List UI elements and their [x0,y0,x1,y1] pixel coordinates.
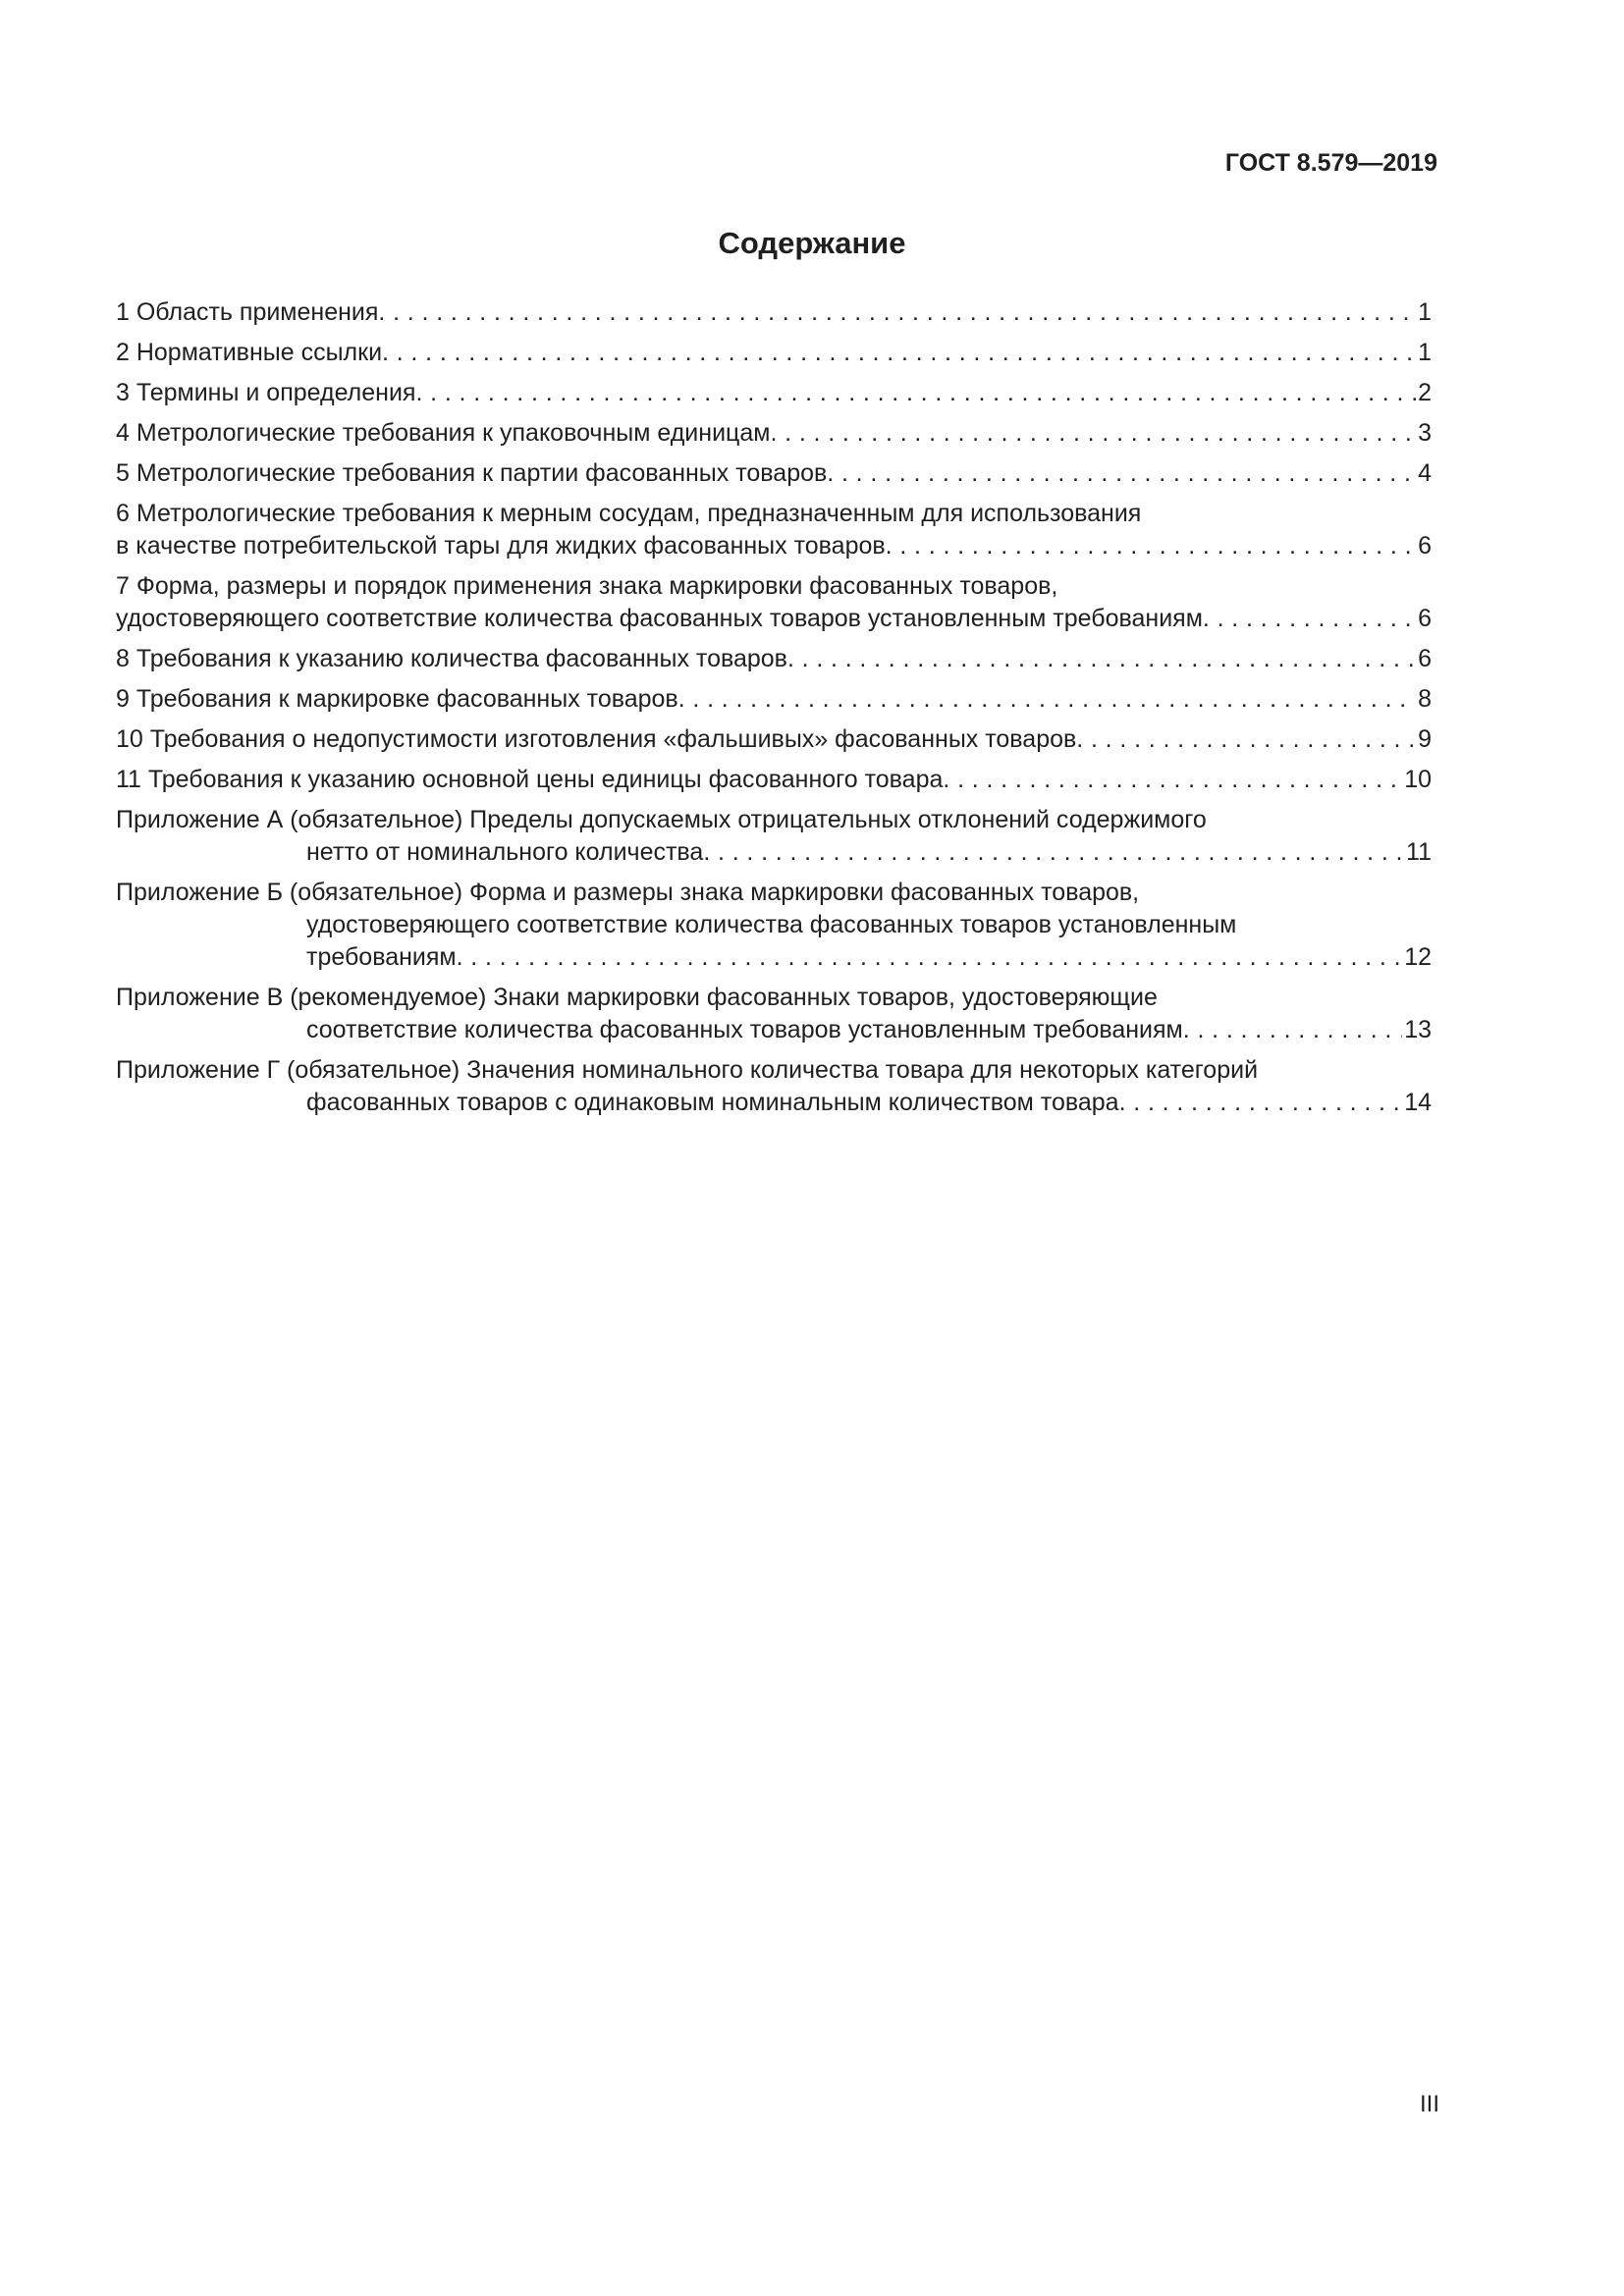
toc-entry-text: 1 Область применения [116,298,379,326]
toc-entry[interactable] [116,296,1432,329]
dot-leader [382,337,1416,369]
toc-entry-page: 11 [1406,838,1432,866]
toc-entry-text: удостоверяющего соответствие количества фасованных товаров установленным требованиям [116,605,1203,632]
toc-entry[interactable] [116,643,1432,675]
toc-entry[interactable] [116,723,1432,756]
toc-entry-page: 6 [1418,532,1432,560]
toc-entry-page: 9 [1418,725,1432,753]
toc-entry-page: 1 [1418,298,1432,326]
toc-entry-text: требованиям [306,943,457,971]
toc-entry-page: 1 [1418,339,1432,366]
toc-title: Содержание [718,226,906,260]
dot-leader [378,296,1416,329]
toc-entry[interactable] [116,570,1432,635]
toc-entry-page: 13 [1404,1016,1432,1043]
toc-entry-page: 3 [1418,419,1432,447]
page-number: III [1419,2091,1439,2117]
dot-leader [457,941,1403,974]
toc-entry-page: 6 [1418,645,1432,672]
toc-entry[interactable] [116,982,1432,1046]
dot-leader [678,683,1416,716]
toc-entry-page: 6 [1418,605,1432,632]
toc-entry-text: 10 Требования о недопустимости изготовления «фальшивых» фасованных товаров [116,725,1077,753]
toc-entry-text: Приложение Г (обязательное) Значения номинального количества товара для некоторых категорий [116,1056,1259,1084]
toc-entry-text: 7 Форма, размеры и порядок применения знака маркировки фасованных товаров, [116,572,1058,600]
toc-entry-page: 2 [1418,379,1432,406]
dot-leader [415,377,1416,409]
toc-entry[interactable] [116,764,1432,796]
toc-entry-text: 2 Нормативные ссылки [116,339,383,366]
toc-entry-page: 14 [1404,1089,1432,1116]
toc-entry[interactable] [116,337,1432,369]
toc-entry[interactable] [116,877,1432,974]
dot-leader [827,457,1416,490]
table-of-contents [116,296,1432,1127]
toc-entry[interactable] [116,417,1432,450]
dot-leader [1183,1014,1402,1046]
toc-entry-page: 4 [1418,459,1432,487]
toc-entry-text: 8 Требования к указанию количества фасованных товаров [116,645,787,672]
dot-leader [770,417,1416,450]
toc-entry-text: в качестве потребительской тары для жидких фасованных товаров [116,532,886,560]
document-code: ГОСТ 8.579—2019 [1224,149,1437,177]
toc-entry-text: 9 Требования к маркировке фасованных товаров [116,685,678,713]
toc-entry-page: 12 [1404,943,1432,971]
dot-leader [1119,1087,1403,1119]
toc-entry-text: удостоверяющего соответствие количества фасованных товаров установленным [306,911,1237,938]
toc-entry-text: фасованных товаров с одинаковым номинальным количеством товара [306,1089,1119,1116]
toc-entry-text: 6 Метрологические требования к мерным сосудам, предназначенным для использования [116,500,1142,527]
toc-entry-page: 8 [1418,685,1432,713]
toc-entry-text: 11 Требования к указанию основной цены единицы фасованного товара [116,766,944,793]
dot-leader [886,530,1416,562]
dot-leader [703,836,1404,869]
toc-entry[interactable] [116,377,1432,409]
toc-entry-text: Приложение А (обязательное) Пределы допускаемых отрицательных отклонений содержимого [116,806,1207,833]
dot-leader [943,764,1402,796]
dot-leader [787,643,1416,675]
toc-entry-text: нетто от номинального количества [306,838,704,866]
dot-leader [1203,603,1416,635]
toc-entry-text: 5 Метрологические требования к партии фасованных товаров [116,459,828,487]
toc-entry[interactable] [116,498,1432,562]
toc-entry-text: 4 Метрологические требования к упаковочным единицам [116,419,771,447]
dot-leader [1076,723,1416,756]
toc-entry[interactable] [116,804,1432,869]
toc-entry[interactable] [116,1054,1432,1119]
toc-entry[interactable] [116,683,1432,716]
toc-entry[interactable] [116,457,1432,490]
toc-entry-text: соответствие количества фасованных товаров установленным требованиям [306,1016,1183,1043]
toc-entry-text: 3 Термины и определения [116,379,416,406]
toc-entry-text: Приложение Б (обязательное) Форма и размеры знака маркировки фасованных товаров, [116,879,1140,906]
toc-entry-page: 10 [1404,766,1432,793]
toc-entry-text: Приложение В (рекомендуемое) Знаки маркировки фасованных товаров, удостоверяющие [116,984,1158,1011]
